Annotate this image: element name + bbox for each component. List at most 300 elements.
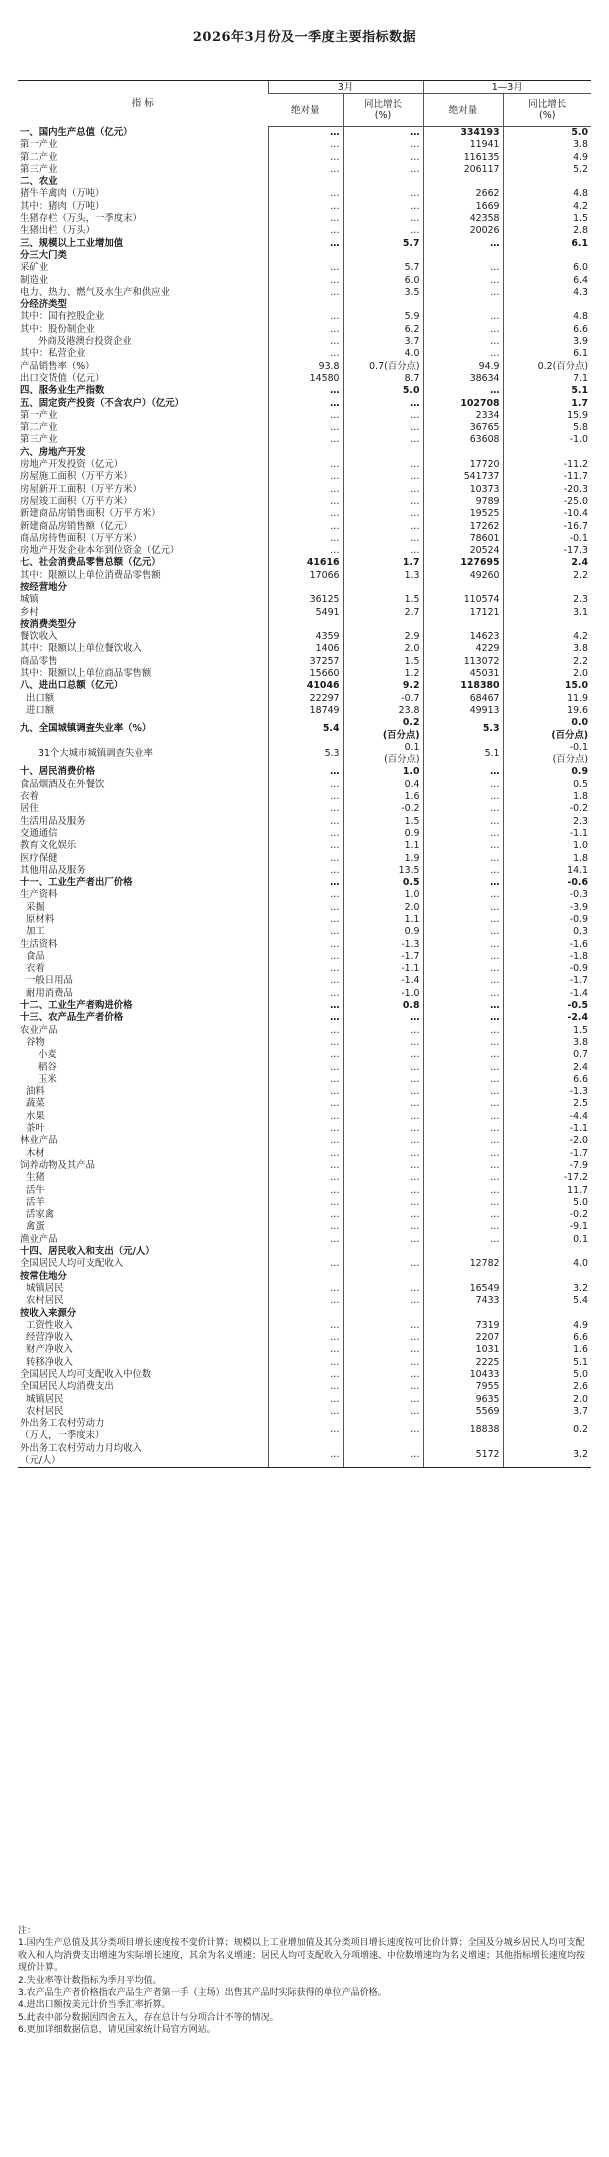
table-row <box>18 1344 591 1356</box>
month-growth: … <box>343 410 423 422</box>
month-growth: … <box>343 1381 423 1393</box>
ytd-growth: 0.3 <box>503 926 591 938</box>
header-month: 3月 <box>268 81 423 94</box>
month-absolute: … <box>268 840 343 852</box>
header-month-growth: 同比增长 (%) <box>343 94 423 127</box>
month-absolute: … <box>268 434 343 446</box>
month-growth: 0.5 <box>343 877 423 889</box>
ytd-growth: -1.4 <box>503 988 591 1000</box>
table-row <box>18 127 591 140</box>
ytd-growth: -7.9 <box>503 1160 591 1172</box>
table-row <box>18 176 591 188</box>
table-row <box>18 607 591 619</box>
ytd-growth: 3.9 <box>503 336 591 348</box>
table-row <box>18 619 591 631</box>
month-growth: 1.5 <box>343 656 423 668</box>
ytd-growth <box>503 250 591 262</box>
note-line: 4.进出口额按美元计价当季汇率折算。 <box>18 2000 171 2011</box>
ytd-growth: -17.3 <box>503 545 591 557</box>
month-growth <box>343 299 423 311</box>
month-growth: … <box>343 1234 423 1246</box>
row-label: 小麦 <box>38 1049 57 1061</box>
month-growth: … <box>343 484 423 496</box>
ytd-growth: 1.7 <box>503 398 591 410</box>
table-row <box>18 1418 591 1443</box>
ytd-absolute: 14623 <box>423 631 503 643</box>
ytd-growth: 3.1 <box>503 607 591 619</box>
table-row <box>18 889 591 901</box>
month-absolute: 17066 <box>268 570 343 582</box>
month-absolute: … <box>268 1234 343 1246</box>
table-row <box>18 1098 591 1110</box>
month-absolute: … <box>268 1025 343 1037</box>
row-label: 林业产品 <box>20 1135 58 1147</box>
ytd-absolute: 7433 <box>423 1295 503 1307</box>
table-row <box>18 398 591 410</box>
row-label: 第三产业 <box>20 163 58 175</box>
ytd-absolute: 2662 <box>423 188 503 200</box>
row-label: 加工 <box>26 926 45 938</box>
row-label: 采矿业 <box>20 262 49 274</box>
month-absolute: … <box>268 951 343 963</box>
row-label: 八、进出口总额（亿元） <box>20 680 124 692</box>
month-absolute: 41616 <box>268 557 343 569</box>
month-absolute <box>268 447 343 459</box>
row-label: 制造业 <box>20 274 49 286</box>
note-line: 5.此表中部分数据因四舍五入，存在总计与分项合计不等的情况。 <box>18 2012 279 2023</box>
month-absolute: … <box>268 1369 343 1381</box>
table-row <box>18 152 591 164</box>
month-absolute: … <box>268 410 343 422</box>
ytd-growth: 6.1 <box>503 348 591 360</box>
row-label: 十二、工业生产者购进价格 <box>20 1000 133 1012</box>
ytd-growth: 5.8 <box>503 422 591 434</box>
note-line: 6.更加详细数据信息，请见国家统计局官方网站。 <box>18 2025 216 2036</box>
ytd-growth: 0.9 <box>503 766 591 778</box>
ytd-absolute: 17262 <box>423 521 503 533</box>
ytd-absolute: 206117 <box>423 164 503 176</box>
month-growth: 0.1 (百分点) <box>343 742 423 767</box>
ytd-growth: -0.1 (百分点) <box>503 742 591 767</box>
table-row <box>18 557 591 569</box>
row-label: 活牛 <box>26 1184 45 1196</box>
ytd-growth: -2.4 <box>503 1012 591 1024</box>
ytd-growth: 1.5 <box>503 1025 591 1037</box>
month-absolute: … <box>268 1295 343 1307</box>
ytd-absolute: … <box>423 1074 503 1086</box>
month-growth: … <box>343 496 423 508</box>
month-growth: 3.7 <box>343 336 423 348</box>
ytd-growth: 1.8 <box>503 853 591 865</box>
row-label: 全国居民人均可支配收入 <box>20 1258 124 1270</box>
month-absolute: … <box>268 889 343 901</box>
note-line: 3.农产品生产者价格指农产品生产者第一手（主场）出售其产品时实际获得的单位产品价格。 <box>18 1988 387 1999</box>
row-label: 房地产开发企业本年到位资金（亿元） <box>20 545 180 557</box>
month-growth: … <box>343 1443 423 1468</box>
ytd-growth: -0.6 <box>503 877 591 889</box>
ytd-growth: 5.2 <box>503 164 591 176</box>
ytd-absolute: … <box>423 914 503 926</box>
ytd-absolute: 1031 <box>423 1344 503 1356</box>
month-absolute: … <box>268 1283 343 1295</box>
row-label: 渔业产品 <box>20 1233 58 1245</box>
month-absolute: … <box>268 1037 343 1049</box>
ytd-absolute <box>423 1271 503 1283</box>
month-absolute: … <box>268 1381 343 1393</box>
month-growth: … <box>343 1221 423 1233</box>
ytd-growth: -9.1 <box>503 1221 591 1233</box>
ytd-absolute: 5.1 <box>423 742 503 767</box>
ytd-absolute: 1669 <box>423 201 503 213</box>
ytd-absolute: 110574 <box>423 594 503 606</box>
row-label: 十、居民消费价格 <box>20 766 96 778</box>
month-absolute: 22297 <box>268 693 343 705</box>
month-growth: … <box>343 422 423 434</box>
ytd-absolute: … <box>423 816 503 828</box>
notes <box>18 1925 591 2037</box>
month-absolute <box>268 250 343 262</box>
ytd-absolute: … <box>423 262 503 274</box>
ytd-absolute: 5569 <box>423 1406 503 1418</box>
table-row <box>18 1000 591 1012</box>
ytd-growth <box>503 1308 591 1320</box>
ytd-absolute: 9635 <box>423 1394 503 1406</box>
ytd-growth: 15.0 <box>503 680 591 692</box>
ytd-growth: -0.9 <box>503 914 591 926</box>
row-label: 九、全国城镇调查失业率（%） <box>20 723 152 735</box>
ytd-absolute: 2334 <box>423 410 503 422</box>
row-label: 农村居民 <box>26 1295 64 1307</box>
ytd-absolute: 116135 <box>423 152 503 164</box>
table-row <box>18 1135 591 1147</box>
ytd-absolute: … <box>423 1025 503 1037</box>
ytd-growth: 11.9 <box>503 693 591 705</box>
row-label: 餐饮收入 <box>20 631 58 643</box>
table-row <box>18 926 591 938</box>
ytd-growth: 6.4 <box>503 275 591 287</box>
month-growth: … <box>343 152 423 164</box>
month-growth: … <box>343 1418 423 1443</box>
ytd-absolute: … <box>423 1037 503 1049</box>
ytd-absolute: … <box>423 1012 503 1024</box>
row-label: 其中：限额以上单位商品零售额 <box>20 668 152 680</box>
month-growth: 5.0 <box>343 385 423 397</box>
ytd-absolute <box>423 619 503 631</box>
ytd-growth: 5.0 <box>503 1369 591 1381</box>
table-row <box>18 1185 591 1197</box>
month-absolute: … <box>268 484 343 496</box>
month-growth: 2.7 <box>343 607 423 619</box>
ytd-absolute: … <box>423 385 503 397</box>
ytd-absolute: … <box>423 766 503 778</box>
row-label: 城镇居民 <box>26 1282 64 1294</box>
month-absolute: … <box>268 201 343 213</box>
ytd-growth: 2.6 <box>503 1381 591 1393</box>
month-growth: … <box>343 471 423 483</box>
ytd-growth: 5.1 <box>503 1357 591 1369</box>
month-growth: -1.3 <box>343 939 423 951</box>
table-row <box>18 545 591 557</box>
table-row <box>18 262 591 274</box>
ytd-growth: 2.3 <box>503 816 591 828</box>
month-growth: 3.5 <box>343 287 423 299</box>
row-label: 原材料 <box>26 914 55 925</box>
table-row <box>18 1221 591 1233</box>
row-label: 第一产业 <box>20 409 58 421</box>
table-row <box>18 164 591 176</box>
table-row <box>18 779 591 791</box>
month-growth: … <box>343 1123 423 1135</box>
row-label: 出口交货值（亿元） <box>20 372 105 384</box>
ytd-growth: 5.1 <box>503 385 591 397</box>
month-growth: 0.4 <box>343 779 423 791</box>
row-label: 医疗保健 <box>20 852 58 864</box>
ytd-growth: -1.1 <box>503 1123 591 1135</box>
month-growth: 1.6 <box>343 791 423 803</box>
ytd-growth: -1.7 <box>503 1148 591 1160</box>
table-row <box>18 693 591 705</box>
ytd-absolute: … <box>423 1049 503 1061</box>
table-row <box>18 717 591 742</box>
row-label: 五、固定资产投资（不含农户）（亿元） <box>20 397 185 409</box>
row-label: 油料 <box>26 1086 45 1098</box>
month-absolute: … <box>268 1221 343 1233</box>
row-label: 全国居民人均可支配收入中位数 <box>20 1368 152 1380</box>
month-growth: … <box>343 1283 423 1295</box>
table-row <box>18 902 591 914</box>
table-row <box>18 324 591 336</box>
header-ytd-absolute: 绝对量 <box>423 94 503 127</box>
month-absolute: … <box>268 791 343 803</box>
row-label: 其中：猪肉（万吨） <box>20 200 105 212</box>
month-growth: … <box>343 1098 423 1110</box>
ytd-absolute: 49913 <box>423 705 503 717</box>
table-row <box>18 791 591 803</box>
table-row <box>18 963 591 975</box>
row-label: 其中：私营企业 <box>20 348 86 360</box>
ytd-absolute: 113072 <box>423 656 503 668</box>
row-label: 房屋新开工面积（万平方米） <box>20 483 142 495</box>
month-absolute: … <box>268 963 343 975</box>
month-absolute: … <box>268 398 343 410</box>
ytd-absolute <box>423 582 503 594</box>
row-label: 按常住地分 <box>20 1270 67 1282</box>
row-label: 财产净收入 <box>26 1344 73 1356</box>
month-absolute: … <box>268 1000 343 1012</box>
ytd-absolute: 4229 <box>423 643 503 655</box>
row-label: 一、国内生产总值（亿元） <box>20 126 133 138</box>
month-absolute: … <box>268 1012 343 1024</box>
month-absolute: … <box>268 1185 343 1197</box>
row-label: 外出务工农村劳动力月均收入 （元/人） <box>18 1443 268 1468</box>
ytd-growth: -11.2 <box>503 459 591 471</box>
row-label: 全国居民人均消费支出 <box>20 1381 114 1393</box>
row-label: 蔬菜 <box>26 1098 45 1110</box>
header-month-absolute: 绝对量 <box>268 94 343 127</box>
month-absolute: … <box>268 853 343 865</box>
row-label: 食品 <box>26 950 45 962</box>
month-absolute: 5.3 <box>268 742 343 767</box>
row-label: 木材 <box>26 1147 45 1159</box>
ytd-absolute: … <box>423 902 503 914</box>
month-absolute: 36125 <box>268 594 343 606</box>
table-row <box>18 1406 591 1418</box>
ytd-absolute: … <box>423 865 503 877</box>
month-absolute: … <box>268 139 343 151</box>
month-growth: 5.9 <box>343 311 423 323</box>
ytd-absolute: 20524 <box>423 545 503 557</box>
table-row <box>18 1295 591 1307</box>
ytd-absolute: … <box>423 287 503 299</box>
ytd-absolute: … <box>423 1148 503 1160</box>
row-label: 居住 <box>20 803 39 815</box>
ytd-absolute: … <box>423 324 503 336</box>
month-growth <box>343 176 423 188</box>
table-row <box>18 1160 591 1172</box>
row-label: 其中：股份制企业 <box>20 323 96 335</box>
month-growth: -1.4 <box>343 975 423 987</box>
month-growth: … <box>343 1295 423 1307</box>
month-absolute <box>268 1271 343 1283</box>
row-label: 衣着 <box>26 963 45 975</box>
row-label: 二、农业 <box>20 176 58 188</box>
ytd-absolute: … <box>423 1209 503 1221</box>
row-label: 进口额 <box>26 704 55 716</box>
ytd-growth <box>503 176 591 188</box>
ytd-growth: 19.6 <box>503 705 591 717</box>
ytd-absolute: … <box>423 840 503 852</box>
month-absolute: … <box>268 1135 343 1147</box>
ytd-growth: 5.4 <box>503 1295 591 1307</box>
table-row <box>18 496 591 508</box>
table-row <box>18 484 591 496</box>
month-absolute: … <box>268 975 343 987</box>
row-label: 工资性收入 <box>26 1319 73 1331</box>
month-absolute <box>268 619 343 631</box>
month-growth: 0.2 (百分点) <box>343 717 423 742</box>
ytd-absolute: … <box>423 1086 503 1098</box>
month-absolute: 14580 <box>268 373 343 385</box>
ytd-growth: -25.0 <box>503 496 591 508</box>
ytd-growth: -17.2 <box>503 1172 591 1184</box>
month-absolute: … <box>268 1332 343 1344</box>
month-absolute: … <box>268 865 343 877</box>
month-growth: … <box>343 188 423 200</box>
row-label: 其中：国有控股企业 <box>20 311 105 323</box>
month-growth: … <box>343 1049 423 1061</box>
month-growth: … <box>343 1160 423 1172</box>
ytd-growth: 0.7 <box>503 1049 591 1061</box>
ytd-absolute: 12782 <box>423 1258 503 1270</box>
ytd-growth: 6.6 <box>503 1332 591 1344</box>
month-absolute: … <box>268 1320 343 1332</box>
month-growth: 1.0 <box>343 889 423 901</box>
month-growth: 1.2 <box>343 668 423 680</box>
row-label: 电力、热力、燃气及水生产和供应业 <box>20 286 171 298</box>
month-growth <box>343 582 423 594</box>
ytd-growth: -1.1 <box>503 828 591 840</box>
month-growth: … <box>343 1111 423 1123</box>
table-row <box>18 348 591 360</box>
row-label: 七、社会消费品零售总额（亿元） <box>20 557 161 569</box>
row-label: 乡村 <box>20 606 39 618</box>
ytd-absolute: 127695 <box>423 557 503 569</box>
row-label: 十一、工业生产者出厂价格 <box>20 877 133 889</box>
table-row <box>18 853 591 865</box>
month-absolute <box>268 1308 343 1320</box>
month-absolute: … <box>268 1098 343 1110</box>
ytd-growth <box>503 1271 591 1283</box>
table-row <box>18 275 591 287</box>
row-label: 分经济类型 <box>20 299 67 311</box>
ytd-absolute: 36765 <box>423 422 503 434</box>
row-label: 饲养动物及其产品 <box>20 1159 96 1171</box>
row-label: 第一产业 <box>20 139 58 151</box>
row-label: 生活资料 <box>20 938 58 950</box>
table-row <box>18 865 591 877</box>
month-growth <box>343 1246 423 1258</box>
month-growth: 4.0 <box>343 348 423 360</box>
month-absolute: … <box>268 324 343 336</box>
ytd-growth: 2.8 <box>503 225 591 237</box>
table-row <box>18 742 591 767</box>
table-row <box>18 410 591 422</box>
month-absolute: … <box>268 1062 343 1074</box>
row-label: 商品房待售面积（万平方米） <box>20 532 142 544</box>
table-row <box>18 951 591 963</box>
table-row <box>18 361 591 373</box>
row-label: 活羊 <box>26 1196 45 1208</box>
table-row <box>18 1111 591 1123</box>
ytd-growth: 5.0 <box>503 1197 591 1209</box>
ytd-absolute: 68467 <box>423 693 503 705</box>
table-row <box>18 877 591 889</box>
ytd-growth: 3.8 <box>503 1037 591 1049</box>
month-absolute: … <box>268 1418 343 1443</box>
month-growth: … <box>343 1320 423 1332</box>
month-absolute: … <box>268 1258 343 1270</box>
month-absolute: … <box>268 1357 343 1369</box>
month-absolute: 41046 <box>268 680 343 692</box>
ytd-absolute: … <box>423 951 503 963</box>
month-absolute: … <box>268 508 343 520</box>
table-row <box>18 238 591 250</box>
table-row <box>18 570 591 582</box>
ytd-absolute: … <box>423 803 503 815</box>
month-growth: … <box>343 139 423 151</box>
month-growth: 1.9 <box>343 853 423 865</box>
page-title: 2026年3月份及一季度主要指标数据 <box>192 30 417 45</box>
ytd-absolute: … <box>423 275 503 287</box>
table-row <box>18 1308 591 1320</box>
month-growth: 6.0 <box>343 275 423 287</box>
month-growth: -0.7 <box>343 693 423 705</box>
note-line: 注： <box>18 1926 37 1936</box>
month-absolute: … <box>268 459 343 471</box>
ytd-growth: 1.0 <box>503 840 591 852</box>
ytd-growth: 11.7 <box>503 1185 591 1197</box>
table-row <box>18 385 591 397</box>
row-label: 房屋施工面积（万平方米） <box>20 471 133 483</box>
row-label: 玉米 <box>38 1073 57 1085</box>
month-absolute: … <box>268 336 343 348</box>
month-growth: … <box>343 521 423 533</box>
month-absolute: … <box>268 914 343 926</box>
ytd-growth: -0.2 <box>503 1209 591 1221</box>
month-growth: … <box>343 1209 423 1221</box>
table-row <box>18 975 591 987</box>
ytd-absolute <box>423 1246 503 1258</box>
